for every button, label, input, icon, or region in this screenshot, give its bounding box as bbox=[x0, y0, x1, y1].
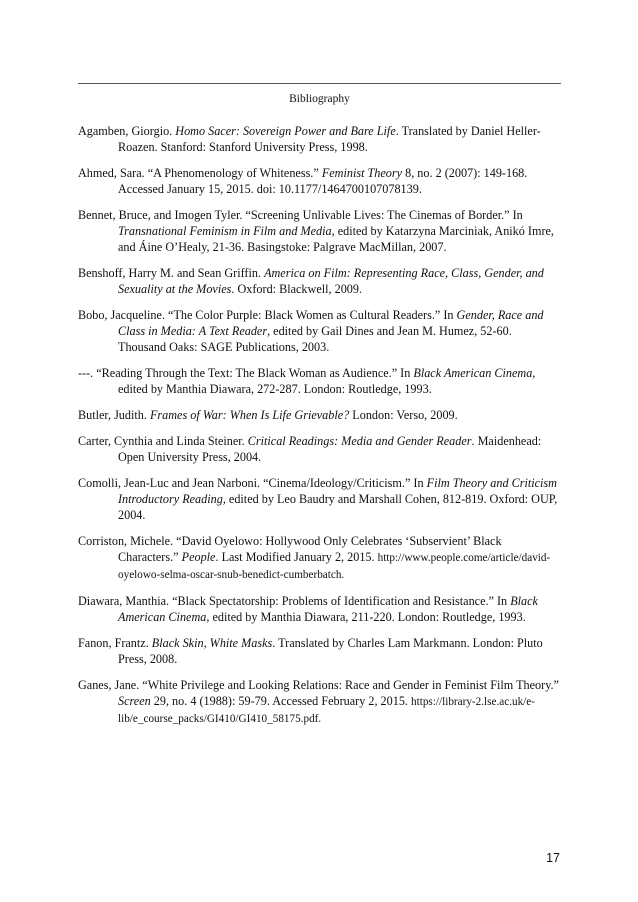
entry-title: Black American Cinema bbox=[118, 594, 538, 624]
bibliography-list bbox=[78, 123, 560, 737]
bibliography-entry: Bennet, Bruce, and Imogen Tyler. “Screening Unlivable Lives: The Cinemas of Border.” In Transnational Feminism in Film and Media, edited by Katarzyna Marciniak, Anikó Imre, and Áine O’Healy, 21-36. Basingstoke: Palgrave MacMillan, 2007. bbox=[78, 208, 554, 254]
bibliography-entry: Carter, Cynthia and Linda Steiner. Critical Readings: Media and Gender Reader. Maidenhead: Open University Press, 2004. bbox=[78, 434, 542, 464]
entry-title: Frames of War: When Is Life Grievable? bbox=[149, 408, 350, 422]
bibliography-entry: Fanon, Frantz. Black Skin, White Masks. Translated by Charles Lam Markmann. London: Pluto Press, 2008. bbox=[78, 636, 543, 666]
header-rule bbox=[78, 83, 561, 84]
entry-title: Transnational Feminism in Film and Media bbox=[118, 224, 332, 238]
bibliography-entry: Diawara, Manthia. “Black Spectatorship: Problems of Identification and Resistance.” In Black American Cinema, edited by Manthia Diawara, 211-220. London: Routledge, 1993. bbox=[78, 594, 538, 624]
entry-title: Film Theory and Criticism Introductory Reading bbox=[118, 476, 557, 506]
entry-title: Critical Readings: Media and Gender Reader bbox=[247, 434, 472, 448]
entry-title: Homo Sacer: Sovereign Power and Bare Life bbox=[175, 124, 396, 138]
entry-title: Black Skin, White Masks bbox=[151, 636, 273, 650]
bibliography-entry: Butler, Judith. Frames of War: When Is Life Grievable? London: Verso, 2009. bbox=[78, 408, 458, 422]
entry-url[interactable]: http://www.people.come/article/david-oyelowo-selma-oscar-snub-benedict-cumberbatch. bbox=[118, 552, 551, 581]
bibliography-entry: Comolli, Jean-Luc and Jean Narboni. “Cinema/Ideology/Criticism.” In Film Theory and Criticism Introductory Reading, edited by Leo Baudry and Marshall Cohen, 812-819. Oxford: OUP, 2004. bbox=[78, 476, 558, 522]
entry-title: People bbox=[181, 550, 216, 564]
bibliography-entry: Corriston, Michele. “David Oyelowo: Hollywood Only Celebrates ‘Subservient’ Black Characters.” People. Last Modified January 2, 2015. http://www.people.come/article/david-oyelowo-selma-oscar-snub-benedict-cumberbatch. bbox=[78, 534, 551, 581]
bibliography-entry: Benshoff, Harry M. and Sean Griffin. America on Film: Representing Race, Class, Gender, and Sexuality at the Movies. Oxford: Blackwell, 2009. bbox=[78, 266, 544, 296]
bibliography-heading: Bibliography bbox=[289, 93, 350, 105]
entry-url[interactable]: https://library-2.lse.ac.uk/e-lib/e_course_packs/GI410/GI410_58175.pdf. bbox=[118, 696, 535, 725]
entry-title: Gender, Race and Class in Media: A Text Reader bbox=[118, 308, 544, 338]
entry-title: Black American Cinema bbox=[413, 366, 533, 380]
page-number: 17 bbox=[546, 851, 560, 865]
entry-title: Screen bbox=[118, 694, 151, 708]
bibliography-entry: Bobo, Jacqueline. “The Color Purple: Black Women as Cultural Readers.” In Gender, Race and Class in Media: A Text Reader, edited by Gail Dines and Jean M. Humez, 52-60. Thousand Oaks: SAGE Publications, 2003. bbox=[78, 308, 544, 354]
entry-title: Feminist Theory bbox=[321, 166, 403, 180]
bibliography-entry: Ahmed, Sara. “A Phenomenology of Whiteness.” Feminist Theory 8, no. 2 (2007): 149-168. Accessed January 15, 2015. doi: 10.1177/1464700107078139. bbox=[78, 166, 528, 196]
bibliography-entry: ---. “Reading Through the Text: The Black Woman as Audience.” In Black American Cinema, edited by Manthia Diawara, 272-287. London: Routledge, 1993. bbox=[78, 366, 536, 396]
bibliography-entry: Agamben, Giorgio. Homo Sacer: Sovereign Power and Bare Life. Translated by Daniel Heller-Roazen. Stanford: Stanford University Press, 1998. bbox=[78, 124, 541, 154]
bibliography-entry: Ganes, Jane. “White Privilege and Looking Relations: Race and Gender in Feminist Film Theory.” Screen 29, no. 4 (1988): 59-79. Accessed February 2, 2015. https://library-2.lse.ac.uk/e-lib/e_course_packs/GI410/GI410_58175.pdf. bbox=[78, 678, 559, 725]
entry-title: America on Film: Representing Race, Class, Gender, and Sexuality at the Movies bbox=[118, 266, 544, 296]
